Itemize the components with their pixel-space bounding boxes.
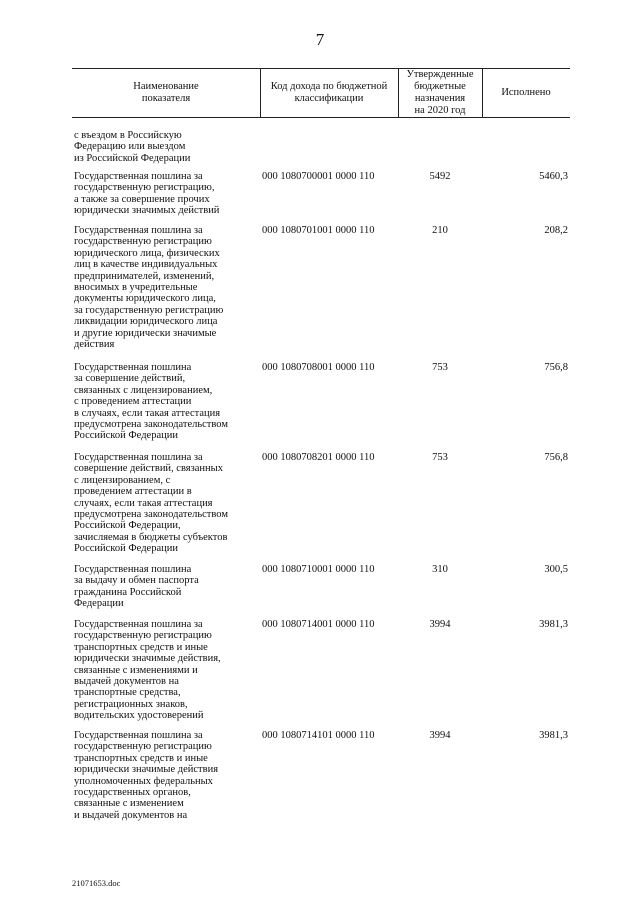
- header-name: Наименование показателя: [133, 80, 199, 104]
- row-code: 000 1080708201 0000 110: [262, 452, 375, 463]
- row-done: 3981,3: [539, 730, 568, 741]
- row-name: Государственная пошлина за государственную регистрацию, а также за совершение прочих юридически значимых действий: [74, 171, 220, 217]
- row-name: Государственная пошлина за выдачу и обмен паспорта гражданина Российской Федерации: [74, 564, 199, 610]
- row-code: 000 1080714001 0000 110: [262, 619, 375, 630]
- row-code: 000 1080714101 0000 110: [262, 730, 375, 741]
- header-plan: Утвержденные бюджетные назначения на 2020 год: [406, 68, 474, 116]
- row-done: 756,8: [544, 362, 568, 373]
- footer-filename: 21071653.doc: [72, 878, 121, 888]
- header-done: Исполнено: [501, 86, 551, 98]
- row-done: 756,8: [544, 452, 568, 463]
- row-name: Государственная пошлина за государственную регистрацию транспортных средств и иные юридически значимые действия, связанные с изменениями и выдачей документов на транспортные средства, регистрационных знаков, водительских удостоверений: [74, 619, 221, 722]
- row-name: Государственная пошлина за государственную регистрацию юридического лица, физических лиц в качестве индивидуальных предпринимателей, изменений, вносимых в учредительные документы юридического лица, за государственную регистрацию ликвидации юридического лица и другие юридически значимые действия: [74, 225, 224, 351]
- row-code: 000 1080701001 0000 110: [262, 225, 375, 236]
- row-done: 5460,3: [539, 171, 568, 182]
- row-done: 3981,3: [539, 619, 568, 630]
- page-number: 7: [315, 30, 325, 49]
- row-name: Государственная пошлина за государственную регистрацию транспортных средств и иные юридически значимые действия уполномоченных федеральных государственных органов, связанные с изменением и выдачей документов на: [74, 730, 219, 821]
- row-plan: 5492: [429, 171, 451, 182]
- row-name: Государственная пошлина за совершение действий, связанных с лицензированием, с проведением аттестации в случаях, если такая аттестация предусмотрена законодательством Российской Федерации, зачисляемая в бюджеты субъектов Российской Федерации: [74, 452, 228, 555]
- row-code: 000 1080708001 0000 110: [262, 362, 375, 373]
- row-done: 300,5: [544, 564, 568, 575]
- row-plan: 3994: [429, 619, 451, 630]
- header-bottom-rule: [72, 117, 570, 118]
- row-code: 000 1080710001 0000 110: [262, 564, 375, 575]
- row-plan: 753: [432, 362, 448, 373]
- row-plan: 753: [432, 452, 448, 463]
- row-done: 208,2: [544, 225, 568, 236]
- row-name: Государственная пошлина за совершение действий, связанных с лицензированием, с проведением аттестации в случаях, если такая аттестация предусмотрена законодательством Российской Федерации: [74, 362, 228, 442]
- row-name: с въездом в Российскую Федерацию или выездом из Российской Федерации: [74, 130, 191, 164]
- row-plan: 3994: [429, 730, 451, 741]
- row-code: 000 1080700001 0000 110: [262, 171, 375, 182]
- header-code: Код дохода по бюджетной классификации: [270, 80, 388, 104]
- row-plan: 310: [432, 564, 448, 575]
- row-plan: 210: [432, 225, 448, 236]
